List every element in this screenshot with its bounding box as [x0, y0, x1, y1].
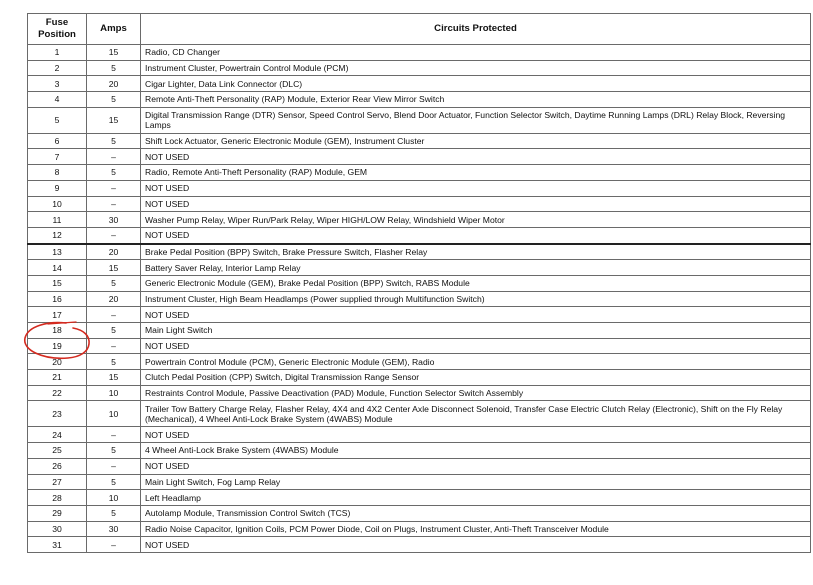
circuits-cell: Powertrain Control Module (PCM), Generic Electronic Module (GEM), Radio [141, 354, 811, 370]
fuse-position-cell: 16 [28, 291, 87, 307]
amps-cell: 10 [87, 490, 141, 506]
fuse-position-cell: 25 [28, 443, 87, 459]
amps-cell: – [87, 180, 141, 196]
fuse-position-cell: 27 [28, 474, 87, 490]
amps-cell: – [87, 227, 141, 243]
fuse-position-cell: 26 [28, 458, 87, 474]
amps-cell: 5 [87, 133, 141, 149]
fuse-position-cell: 10 [28, 196, 87, 212]
fuse-position-cell: 1 [28, 45, 87, 61]
circuits-cell: NOT USED [141, 338, 811, 354]
fuse-position-cell: 20 [28, 354, 87, 370]
fuse-position-cell: 17 [28, 307, 87, 323]
circuits-cell: NOT USED [141, 180, 811, 196]
fuse-position-cell: 31 [28, 537, 87, 553]
circuits-cell: Radio Noise Capacitor, Ignition Coils, PCM Power Diode, Coil on Plugs, Instrument Cluster, Anti-Theft Transceiver Module [141, 521, 811, 537]
circuits-cell: Digital Transmission Range (DTR) Sensor, Speed Control Servo, Blend Door Actuator, Function Selector Switch, Daytime Running Lamps (DRL) Relay Block, Reversing Lamps [141, 107, 811, 133]
fuse-position-cell: 9 [28, 180, 87, 196]
amps-cell: 30 [87, 212, 141, 228]
table-row [28, 260, 811, 276]
amps-cell: 5 [87, 323, 141, 339]
amps-cell: 15 [87, 107, 141, 133]
amps-cell: 5 [87, 165, 141, 181]
circuits-cell: NOT USED [141, 227, 811, 243]
circuits-cell: Autolamp Module, Transmission Control Switch (TCS) [141, 505, 811, 521]
table-row [28, 165, 811, 181]
amps-cell: 5 [87, 275, 141, 291]
table-row [28, 291, 811, 307]
circuits-cell: Cigar Lighter, Data Link Connector (DLC) [141, 76, 811, 92]
table-row [28, 458, 811, 474]
circuits-cell: Main Light Switch, Fog Lamp Relay [141, 474, 811, 490]
fuse-position-cell: 24 [28, 427, 87, 443]
amps-cell: 5 [87, 474, 141, 490]
amps-cell: 5 [87, 443, 141, 459]
circuits-cell: Left Headlamp [141, 490, 811, 506]
fuse-position-cell: 2 [28, 60, 87, 76]
circuits-cell: Restraints Control Module, Passive Deactivation (PAD) Module, Function Selector Switch Assembly [141, 385, 811, 401]
circuits-cell: Radio, CD Changer [141, 45, 811, 61]
circuits-cell: NOT USED [141, 458, 811, 474]
table-row [28, 244, 811, 260]
circuits-cell: Brake Pedal Position (BPP) Switch, Brake Pressure Switch, Flasher Relay [141, 244, 811, 260]
table-row [28, 275, 811, 291]
amps-cell: 20 [87, 291, 141, 307]
circuits-cell: NOT USED [141, 537, 811, 553]
circuits-cell: NOT USED [141, 196, 811, 212]
fuse-position-cell: 15 [28, 275, 87, 291]
fuse-position-cell: 11 [28, 212, 87, 228]
table-row [28, 401, 811, 427]
table-row [28, 354, 811, 370]
amps-cell: – [87, 307, 141, 323]
table-row [28, 107, 811, 133]
table-row [28, 180, 811, 196]
amps-cell: – [87, 537, 141, 553]
table-row [28, 370, 811, 386]
circuits-cell: NOT USED [141, 427, 811, 443]
table-header-row [28, 14, 811, 45]
fuse-position-cell: 23 [28, 401, 87, 427]
header-amps: Amps [87, 14, 141, 45]
amps-cell: – [87, 338, 141, 354]
amps-cell: 5 [87, 92, 141, 108]
amps-cell: – [87, 149, 141, 165]
fuse-position-cell: 12 [28, 227, 87, 243]
table-row [28, 338, 811, 354]
amps-cell: – [87, 427, 141, 443]
table-row [28, 521, 811, 537]
table-row [28, 307, 811, 323]
table-row [28, 76, 811, 92]
circuits-cell: NOT USED [141, 149, 811, 165]
fuse-position-cell: 8 [28, 165, 87, 181]
amps-cell: 15 [87, 45, 141, 61]
circuits-cell: 4 Wheel Anti-Lock Brake System (4WABS) Module [141, 443, 811, 459]
fuse-position-cell: 21 [28, 370, 87, 386]
amps-cell: 20 [87, 244, 141, 260]
fuse-position-cell: 6 [28, 133, 87, 149]
fuse-position-cell: 13 [28, 244, 87, 260]
table-row [28, 490, 811, 506]
amps-cell: 5 [87, 505, 141, 521]
table-row [28, 323, 811, 339]
fuse-position-cell: 7 [28, 149, 87, 165]
fuse-position-cell: 28 [28, 490, 87, 506]
amps-cell: 5 [87, 60, 141, 76]
amps-cell: 30 [87, 521, 141, 537]
fuse-position-cell: 14 [28, 260, 87, 276]
amps-cell: 5 [87, 354, 141, 370]
circuits-cell: Instrument Cluster, Powertrain Control Module (PCM) [141, 60, 811, 76]
fuse-position-cell: 18 [28, 323, 87, 339]
fuse-position-cell: 5 [28, 107, 87, 133]
fuse-position-cell: 3 [28, 76, 87, 92]
circuits-cell: Shift Lock Actuator, Generic Electronic Module (GEM), Instrument Cluster [141, 133, 811, 149]
table-row [28, 45, 811, 61]
table-row [28, 385, 811, 401]
table-row [28, 60, 811, 76]
circuits-cell: Trailer Tow Battery Charge Relay, Flasher Relay, 4X4 and 4X2 Center Axle Disconnect Solenoid, Transfer Case Electric Clutch Relay (Electronic), Shift on the Fly Relay (Mechanical), 4 Wheel Anti-Lock Brake System (4WABS) Module [141, 401, 811, 427]
table-row [28, 427, 811, 443]
table-row [28, 92, 811, 108]
amps-cell: 10 [87, 401, 141, 427]
circuits-cell: Generic Electronic Module (GEM), Brake Pedal Position (BPP) Switch, RABS Module [141, 275, 811, 291]
circuits-cell: Battery Saver Relay, Interior Lamp Relay [141, 260, 811, 276]
amps-cell: – [87, 196, 141, 212]
amps-cell: – [87, 458, 141, 474]
fuse-position-cell: 29 [28, 505, 87, 521]
header-fuse-position: Fuse Position [28, 14, 87, 45]
table-row [28, 196, 811, 212]
table-row [28, 443, 811, 459]
amps-cell: 10 [87, 385, 141, 401]
circuits-cell: Instrument Cluster, High Beam Headlamps (Power supplied through Multifunction Switch) [141, 291, 811, 307]
table-row [28, 133, 811, 149]
amps-cell: 15 [87, 370, 141, 386]
table-row [28, 537, 811, 553]
table-row [28, 505, 811, 521]
circuits-cell: Main Light Switch [141, 323, 811, 339]
amps-cell: 15 [87, 260, 141, 276]
fuse-position-cell: 4 [28, 92, 87, 108]
circuits-cell: Radio, Remote Anti-Theft Personality (RAP) Module, GEM [141, 165, 811, 181]
amps-cell: 20 [87, 76, 141, 92]
fuse-table [27, 13, 811, 553]
fuse-position-cell: 30 [28, 521, 87, 537]
fuse-position-cell: 22 [28, 385, 87, 401]
table-row [28, 149, 811, 165]
header-circuits-protected: Circuits Protected [141, 14, 811, 45]
fuse-position-cell: 19 [28, 338, 87, 354]
circuits-cell: Remote Anti-Theft Personality (RAP) Module, Exterior Rear View Mirror Switch [141, 92, 811, 108]
circuits-cell: Washer Pump Relay, Wiper Run/Park Relay, Wiper HIGH/LOW Relay, Windshield Wiper Motor [141, 212, 811, 228]
table-row [28, 227, 811, 243]
circuits-cell: NOT USED [141, 307, 811, 323]
table-row [28, 212, 811, 228]
table-row [28, 474, 811, 490]
circuits-cell: Clutch Pedal Position (CPP) Switch, Digital Transmission Range Sensor [141, 370, 811, 386]
